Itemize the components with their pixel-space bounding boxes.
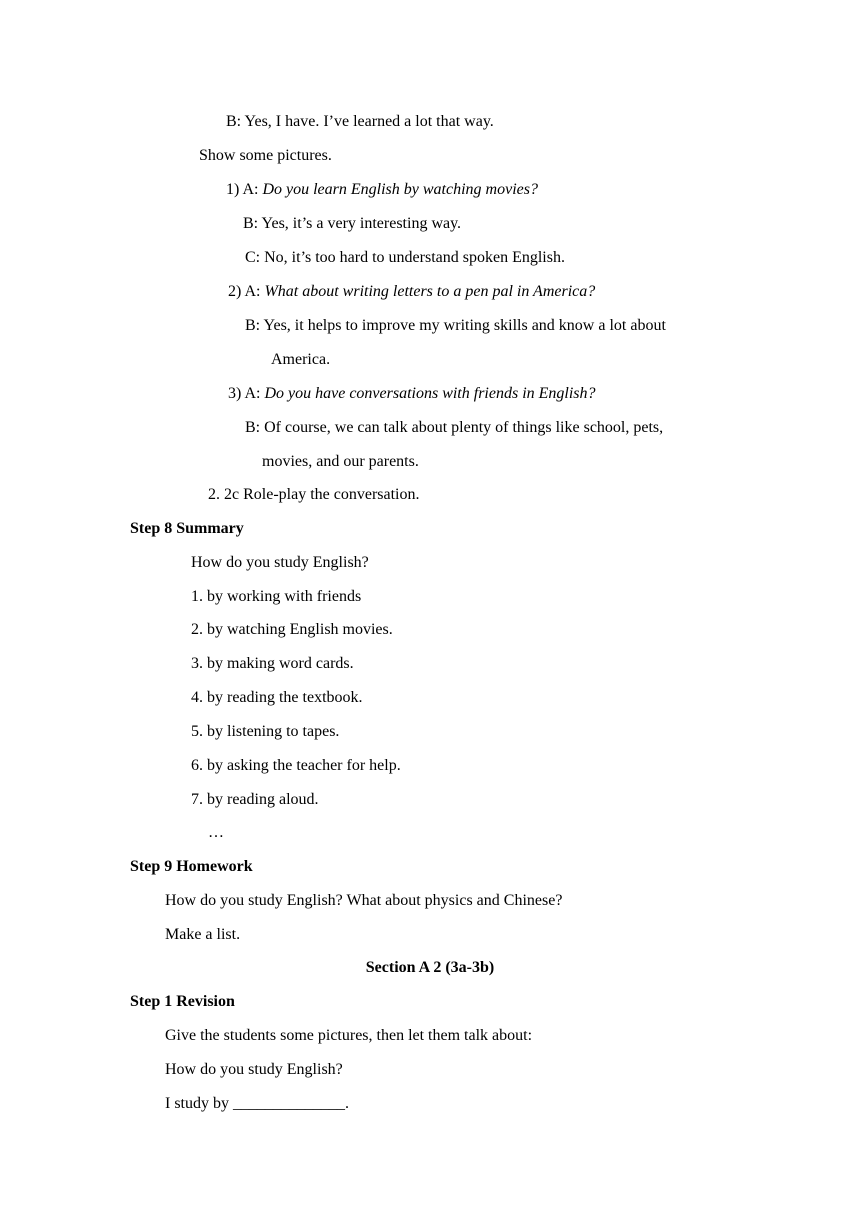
dialogue-line: B: Yes, I have. I’ve learned a lot that way. xyxy=(226,113,494,130)
dialogue-line: B: Of course, we can talk about plenty of things like school, pets, xyxy=(245,419,664,436)
homework-line: Make a list. xyxy=(165,926,241,943)
step-heading: Step 8 Summary xyxy=(130,520,244,537)
step-heading: Step 1 Revision xyxy=(130,993,235,1010)
list-item: 5. by listening to tapes. xyxy=(191,723,340,740)
list-item: 7. by reading aloud. xyxy=(191,791,319,808)
question-text: Do you learn English by watching movies? xyxy=(262,181,538,198)
dialogue-line xyxy=(228,384,596,404)
revision-line: How do you study English? xyxy=(165,1061,343,1078)
step-heading: Step 9 Homework xyxy=(130,858,253,875)
dialogue-line xyxy=(226,180,538,200)
dialogue-line xyxy=(228,282,595,302)
revision-line: Give the students some pictures, then let them talk about: xyxy=(165,1027,533,1044)
dialogue-line: B: Yes, it’s a very interesting way. xyxy=(243,215,462,232)
question-text: Do you have conversations with friends in English? xyxy=(264,385,596,402)
dialogue-line: C: No, it’s too hard to understand spoken English. xyxy=(245,249,565,266)
instruction-line: Show some pictures. xyxy=(199,147,332,164)
dialogue-line: movies, and our parents. xyxy=(262,453,419,470)
instruction-line: 2. 2c Role-play the conversation. xyxy=(208,486,420,503)
dialogue-line: America. xyxy=(271,351,331,368)
speaker-label: 2) A: xyxy=(228,283,265,300)
question-text: What about writing letters to a pen pal in America? xyxy=(264,283,596,300)
dialogue-line: B: Yes, it helps to improve my writing skills and know a lot about xyxy=(245,317,666,334)
summary-question: How do you study English? xyxy=(191,554,369,571)
list-item: 4. by reading the textbook. xyxy=(191,689,363,706)
speaker-label: 3) A: xyxy=(228,385,265,402)
section-title: Section A 2 (3a-3b) xyxy=(365,959,495,976)
revision-line: I study by ______________. xyxy=(165,1095,349,1112)
list-item: 1. by working with friends xyxy=(191,588,362,605)
list-item: 3. by making word cards. xyxy=(191,655,354,672)
ellipsis: … xyxy=(208,824,224,841)
speaker-label: 1) A: xyxy=(226,181,263,198)
list-item: 2. by watching English movies. xyxy=(191,621,393,638)
homework-line: How do you study English? What about physics and Chinese? xyxy=(165,892,563,909)
list-item: 6. by asking the teacher for help. xyxy=(191,757,401,774)
